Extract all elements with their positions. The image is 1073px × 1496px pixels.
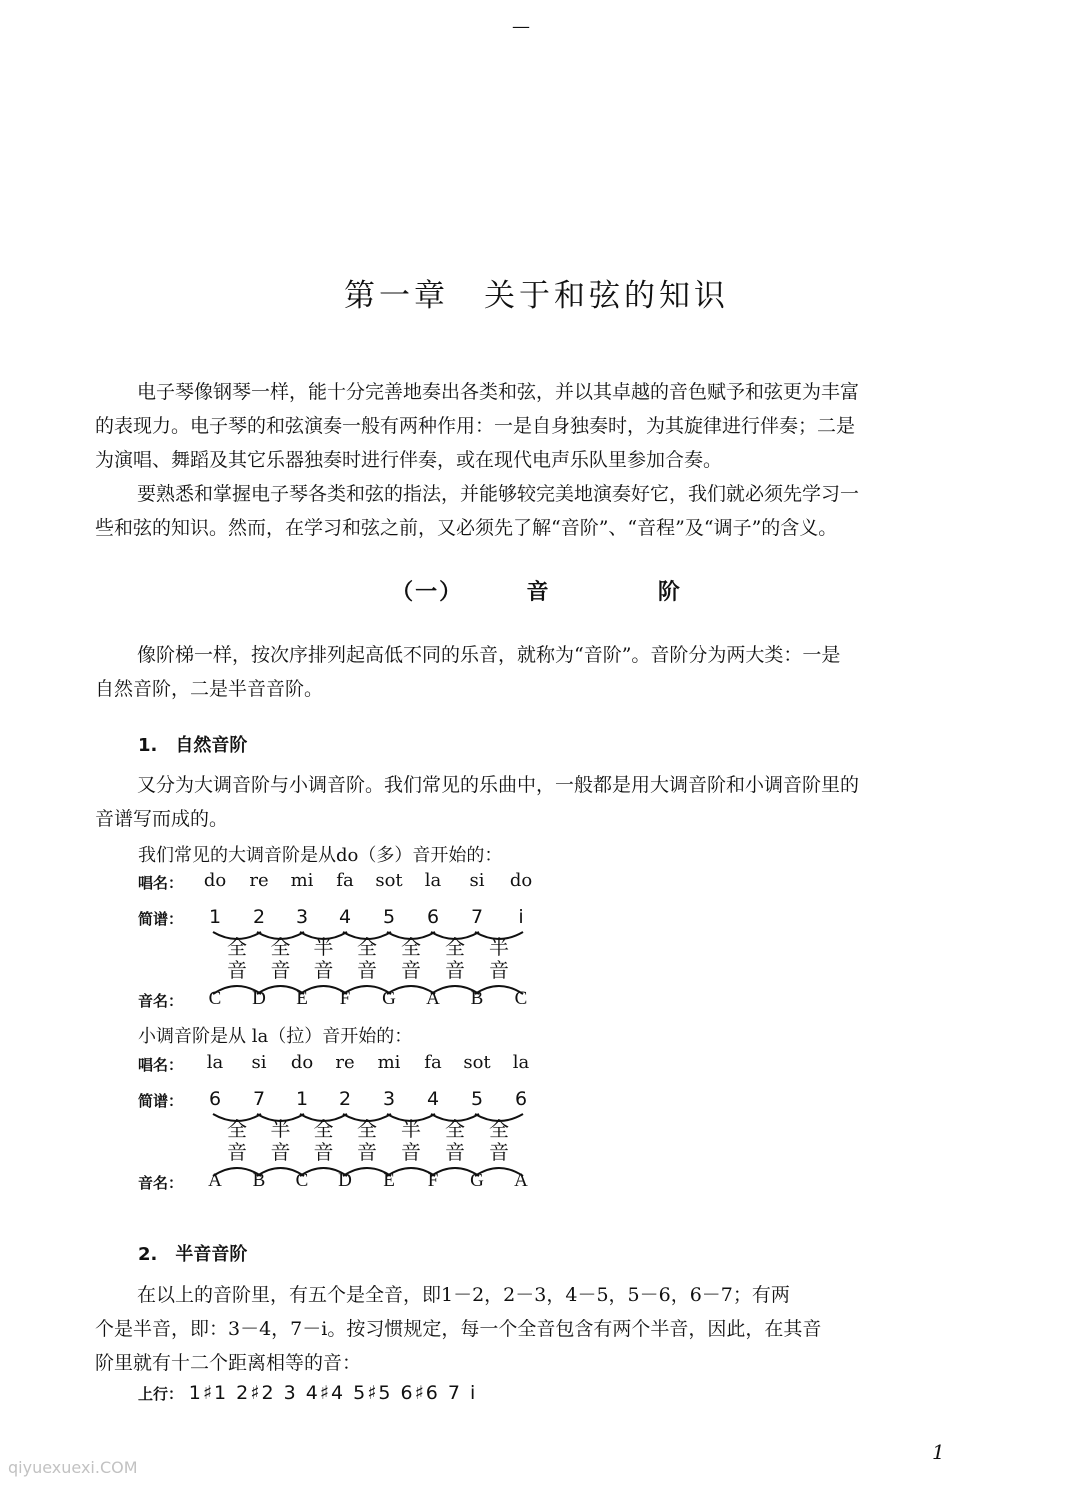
- pitch-name: F: [339, 988, 351, 1009]
- interval-line-2: 音: [489, 1140, 509, 1164]
- ascending-row: [138, 1382, 477, 1404]
- interval-line-2: 音: [357, 958, 377, 982]
- slur-arc-lower: [387, 1168, 435, 1176]
- jianpu-number: 1: [208, 906, 222, 928]
- interval-line-2: 音: [357, 1140, 377, 1164]
- interval-line-2: 音: [401, 958, 421, 982]
- solfege-cell: mi: [377, 1052, 401, 1073]
- slur-arc-upper: [387, 1114, 435, 1121]
- solfege-cell: do: [290, 1052, 314, 1073]
- interval-line-2: 音: [227, 1140, 247, 1164]
- jianpu-number: 1: [295, 1088, 309, 1110]
- scale-line: 像阶梯一样，按次序排列起高低不同的乐音，就称为“音阶”。音阶分为两大类：一是: [137, 644, 841, 666]
- scale-line: 自然音阶，二是半音音阶。: [95, 678, 324, 700]
- solfege-cell: do: [203, 870, 227, 891]
- jianpu-number: 3: [382, 1088, 396, 1110]
- interval-line-1: 全: [270, 935, 291, 959]
- jianpu-label: 简谱：: [138, 1092, 184, 1110]
- pitch-name: F: [427, 1170, 439, 1191]
- interval-line-2: 音: [445, 958, 465, 982]
- solfege-cell: si: [251, 1052, 267, 1073]
- solfege-cell: fa: [424, 1052, 442, 1073]
- solfege-cell: sot: [375, 870, 403, 891]
- interval-line-1: 半: [489, 935, 509, 959]
- natural-line: 音谱写而成的。: [95, 808, 229, 830]
- pitch-name: A: [208, 1170, 222, 1191]
- interval-line-1: 全: [445, 1117, 465, 1141]
- slur-arc-lower: [475, 1168, 523, 1176]
- pitch-name: A: [426, 988, 440, 1009]
- solfege-cell: fa: [336, 870, 354, 891]
- watermark: qiyuexuexi.COM: [8, 1458, 138, 1477]
- slur-arc-lower: [343, 1168, 391, 1176]
- interval-line-2: 音: [227, 958, 247, 982]
- jianpu-number: 7: [252, 1088, 266, 1110]
- pitch-label: 音名：: [138, 992, 184, 1010]
- minor-intro: 小调音阶是从 la（拉）音开始的：: [138, 1026, 413, 1047]
- header-mark: —: [512, 16, 530, 37]
- pitch-name: G: [470, 1170, 484, 1191]
- slur-arc-lower: [300, 1168, 347, 1176]
- interval-line-1: 全: [401, 935, 421, 959]
- slur-arc-upper: [343, 1114, 391, 1121]
- pitch-name: C: [295, 1170, 309, 1191]
- interval-line-1: 全: [445, 935, 465, 959]
- intro-line: 些和弦的知识。然而，在学习和弦之前，又必须先了解“音阶”、“音程”及“调子”的含义。: [95, 517, 838, 539]
- interval-line-2: 音: [313, 958, 334, 982]
- jianpu-label: 简谱：: [138, 910, 184, 928]
- intro-line: 为演唱、舞蹈及其它乐器独奏时进行伴奏，或在现代电声乐队里参加合奏。: [95, 449, 723, 471]
- slur-arc-lower: [431, 1168, 479, 1176]
- jianpu-number: 7: [470, 906, 484, 928]
- intro-line: 要熟悉和掌握电子琴各类和弦的指法，并能够较完美地演奏好它，我们就必须先学习一: [137, 483, 860, 505]
- solfege-cell: la: [206, 1052, 224, 1073]
- chromatic-scale-heading: 2. 半音音阶: [138, 1244, 248, 1265]
- page-number: 1: [932, 1440, 945, 1464]
- intro-line: 的表现力。电子琴的和弦演奏一般有两种作用：一是自身独奏时，为其旋律进行伴奏；二是: [95, 415, 856, 437]
- jianpu-number: 6: [514, 1088, 528, 1110]
- solfege-cell: si: [469, 870, 485, 891]
- interval-line-1: 全: [227, 935, 247, 959]
- slur-arc-upper: [431, 1114, 479, 1121]
- jianpu-number: 3: [295, 906, 309, 928]
- interval-line-1: 全: [357, 1117, 377, 1141]
- chromatic-line: 个是半音，即：3－4，7－i。按习惯规定，每一个全音包含有两个半音，因此，在其音: [95, 1318, 822, 1340]
- slur-arc-upper: [300, 1114, 347, 1121]
- section-title-b: 阶: [657, 579, 682, 605]
- interval-line-2: 音: [313, 1140, 334, 1164]
- solfege-cell: sot: [463, 1052, 491, 1073]
- slur-arc-upper: [475, 1114, 523, 1121]
- interval-line-1: 半: [401, 1117, 421, 1141]
- jianpu-number: 5: [382, 906, 396, 928]
- interval-line-1: 全: [357, 935, 377, 959]
- natural-scale-heading: 1. 自然音阶: [138, 735, 248, 756]
- slur-arc-lower: [213, 1168, 261, 1176]
- jianpu-number: 6: [426, 906, 440, 928]
- solfege-cell: la: [424, 870, 442, 891]
- jianpu-number: 2: [338, 1088, 352, 1110]
- interval-line-1: 全: [227, 1117, 247, 1141]
- chromatic-line: 在以上的音阶里，有五个是全音，即1－2，2－3，4－5，5－6，6－7；有两: [137, 1284, 790, 1306]
- jianpu-number: i: [518, 906, 524, 928]
- pitch-name: E: [296, 988, 308, 1009]
- pitch-name: C: [208, 988, 222, 1009]
- jianpu-number: 5: [470, 1088, 484, 1110]
- jianpu-number: 4: [338, 906, 352, 928]
- section-title-a: 音: [526, 579, 551, 605]
- intro-line: 电子琴像钢琴一样，能十分完善地奏出各类和弦，并以其卓越的音色赋予和弦更为丰富: [137, 381, 860, 403]
- interval-line-1: 全: [313, 1117, 334, 1141]
- pitch-name: B: [252, 1170, 266, 1191]
- ascending-label: 上行：: [138, 1385, 184, 1403]
- slur-arc-lower: [257, 1168, 304, 1176]
- interval-line-2: 音: [489, 958, 509, 982]
- pitch-name: D: [252, 988, 266, 1009]
- interval-line-2: 音: [401, 1140, 421, 1164]
- interval-line-2: 音: [270, 1140, 291, 1164]
- chapter-title: 第一章 关于和弦的知识: [344, 278, 729, 314]
- pitch-name: B: [470, 988, 484, 1009]
- interval-line-2: 音: [445, 1140, 465, 1164]
- slur-arc-upper: [257, 1114, 304, 1121]
- solfege-cell: re: [249, 870, 269, 891]
- chromatic-line: 阶里就有十二个距离相等的音：: [95, 1352, 362, 1374]
- pitch-label: 音名：: [138, 1174, 184, 1192]
- solfege-label: 唱名：: [138, 1056, 184, 1074]
- section-number: （一）: [391, 579, 464, 605]
- interval-line-1: 半: [270, 1117, 291, 1141]
- pitch-name: G: [382, 988, 396, 1009]
- jianpu-number: 4: [426, 1088, 440, 1110]
- solfege-cell: do: [509, 870, 533, 891]
- jianpu-number: 2: [252, 906, 266, 928]
- solfege-cell: re: [335, 1052, 355, 1073]
- solfege-cell: la: [512, 1052, 530, 1073]
- jianpu-number: 6: [208, 1088, 222, 1110]
- interval-line-2: 音: [270, 958, 291, 982]
- chromatic-paragraph: [95, 1278, 975, 1380]
- interval-line-1: 全: [489, 1117, 509, 1141]
- interval-line-1: 半: [313, 935, 334, 959]
- solfege-label: 唱名：: [138, 874, 184, 892]
- pitch-name: D: [338, 1170, 352, 1191]
- ascending-scale: 1♯1 2♯2 3 4♯4 5♯5 6♯6 7 i: [188, 1382, 478, 1404]
- pitch-name: A: [514, 1170, 528, 1191]
- pitch-name: E: [383, 1170, 395, 1191]
- natural-line: 又分为大调音阶与小调音阶。我们常见的乐曲中，一般都是用大调音阶和小调音阶里的: [137, 774, 860, 796]
- slur-arc-upper: [213, 1114, 261, 1121]
- solfege-cell: mi: [290, 870, 314, 891]
- major-intro: 我们常见的大调音阶是从do（多）音开始的：: [138, 845, 503, 866]
- pitch-name: C: [514, 988, 528, 1009]
